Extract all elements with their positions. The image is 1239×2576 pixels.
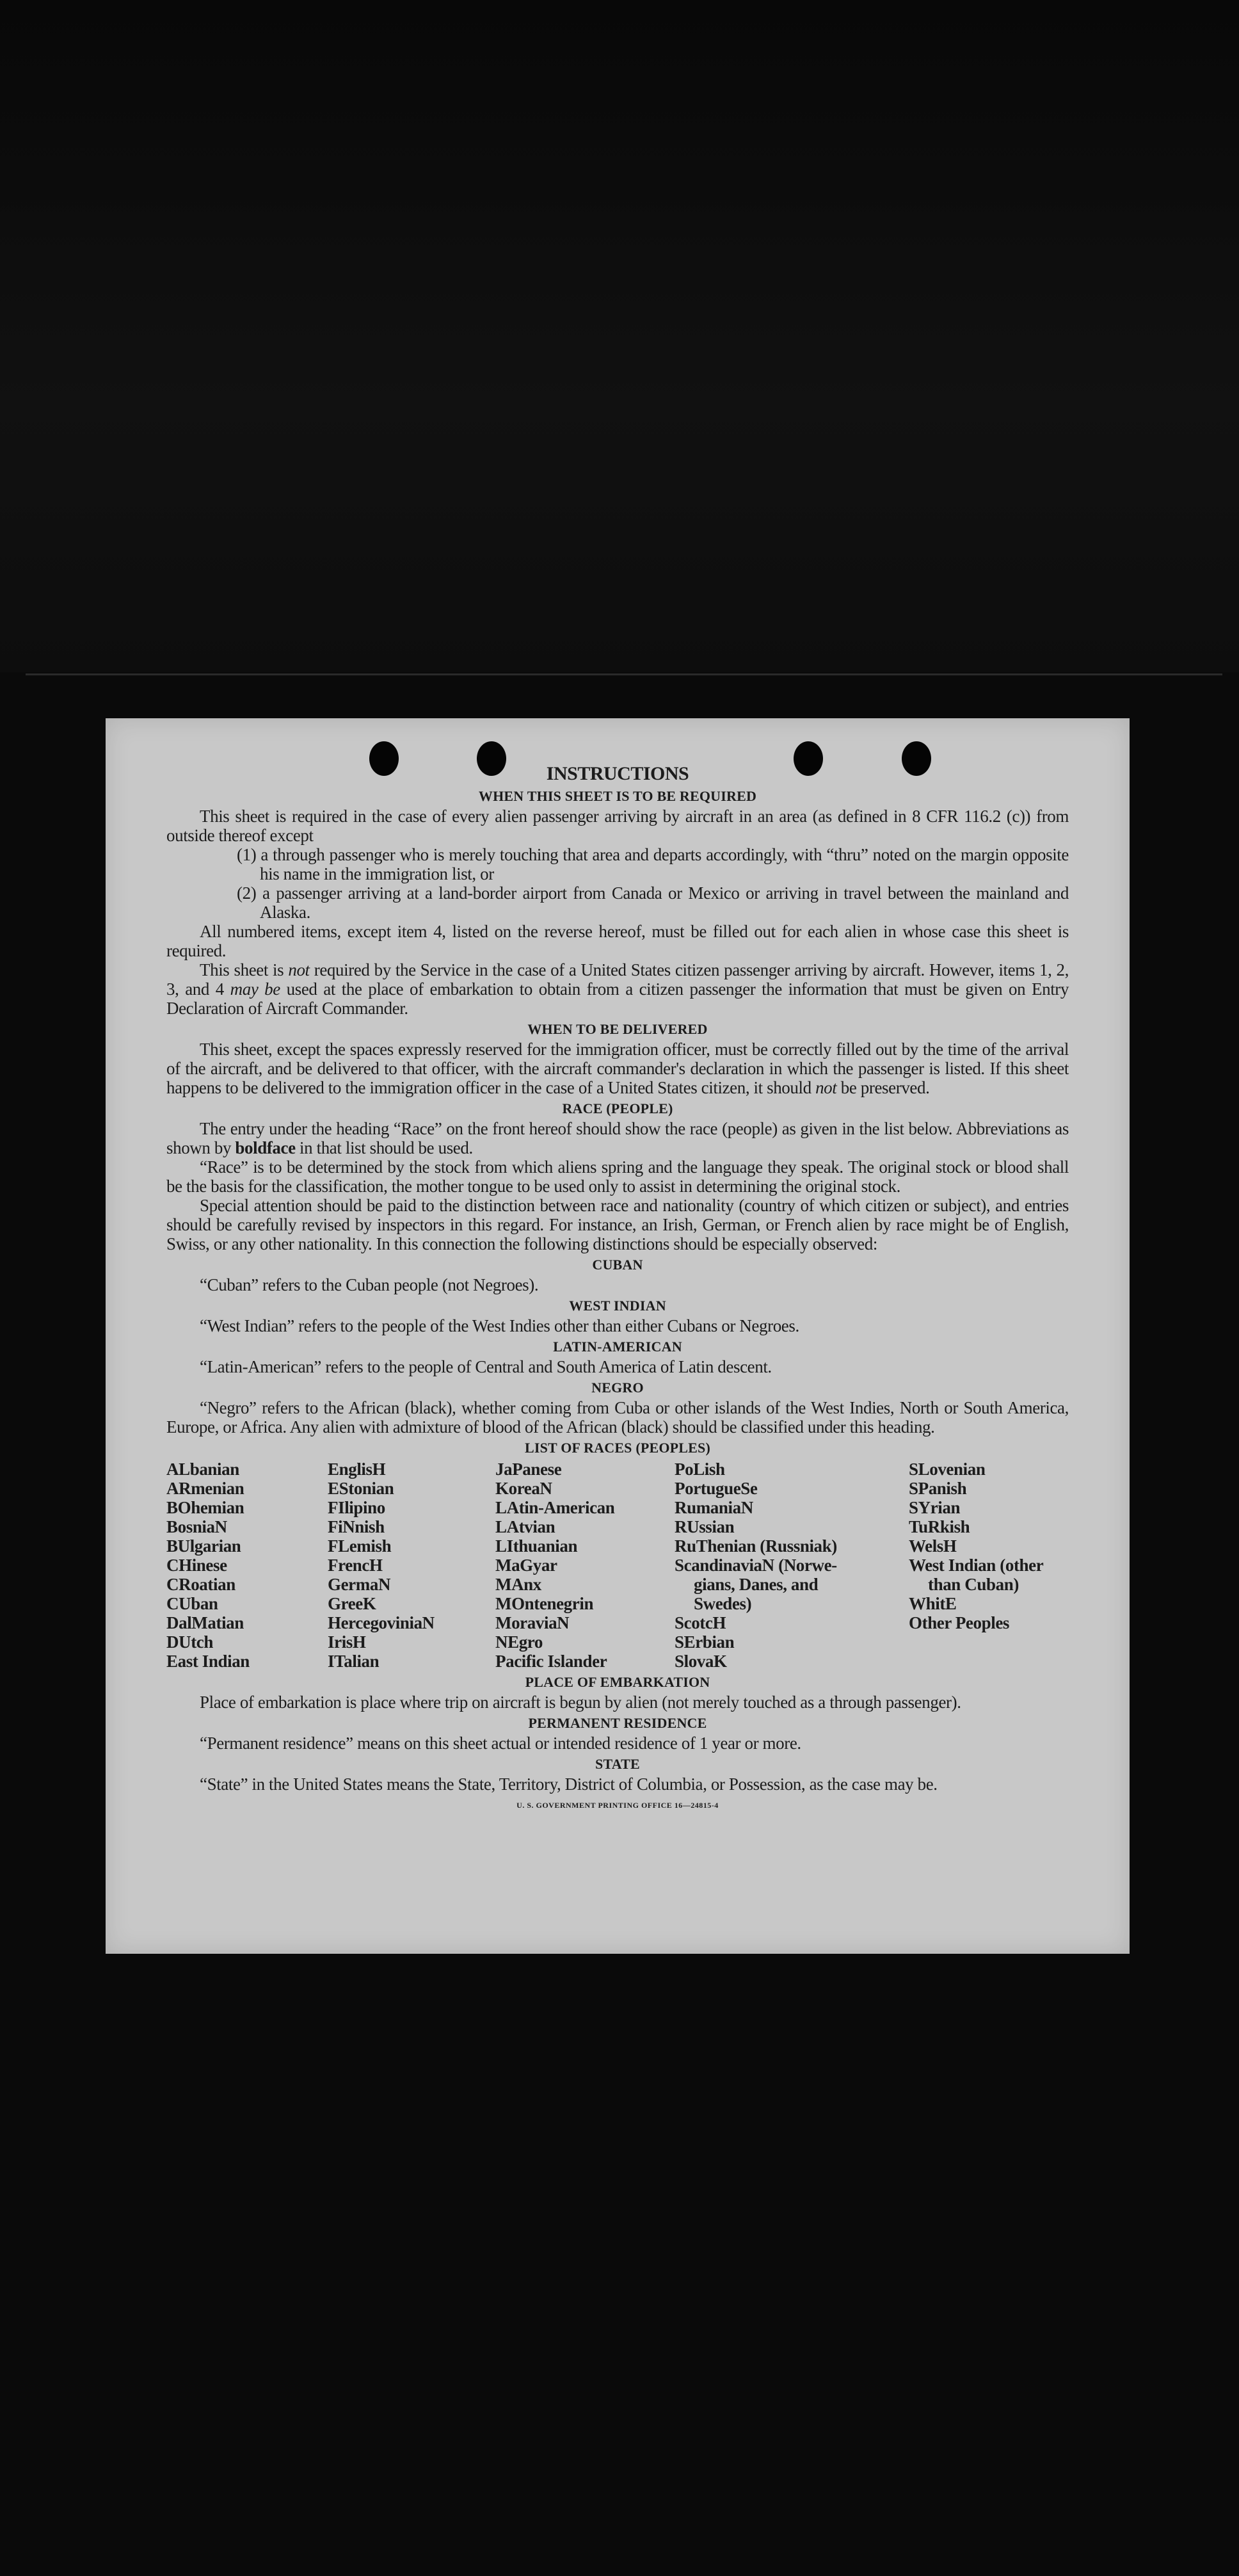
race-entry: GreeK [328,1594,376,1613]
emphasis: not [288,960,310,979]
heading-list-of-races: LIST OF RACES (PEOPLES) [524,1440,711,1456]
text: The entry under the heading “Race” on the front hereof should show the race (people) as given in the list below. Abbreviations as shown by [166,1119,1069,1157]
race-entry: GermaN [328,1575,391,1594]
heading-negro: NEGRO [591,1380,644,1396]
paragraph: “Permanent residence” means on this sheet actual or intended residence of 1 year or more. [200,1734,801,1753]
heading-delivered: WHEN TO BE DELIVERED [527,1021,708,1037]
race-entry: gians, Danes, and [694,1575,819,1594]
paragraph: “Negro” refers to the African (black), whether coming from Cuba or other islands of the West Indies, North or South America, Europe, or Africa. Any alien with admixture of blood of the African (black) should be classified under this heading. [166,1398,1069,1437]
race-entry: RUssian [675,1517,735,1536]
races-list [166,1460,1069,1671]
page-title: INSTRUCTIONS [546,763,689,784]
race-entry: CUban [166,1594,218,1613]
races-column [495,1460,614,1671]
race-entry: WelsH [909,1536,957,1556]
paragraph [166,1040,1069,1097]
race-entry: WhitE [909,1594,957,1613]
paragraph: “Cuban” refers to the Cuban people (not Negroes). [200,1275,539,1294]
race-entry: MaGyar [495,1556,557,1575]
paragraph [166,1119,1069,1157]
race-entry: EStonian [328,1479,394,1498]
emphasis: may be [230,979,280,999]
race-entry: LIthuanian [495,1536,578,1556]
race-entry: ITalian [328,1652,380,1671]
race-entry: SLovenian [909,1460,986,1479]
race-entry: EnglisH [328,1460,386,1479]
race-entry: HercegoviniaN [328,1613,435,1632]
paragraph: All numbered items, except item 4, listed on the reverse hereof, must be filled out for each alien in whose case this sheet is required. [166,922,1069,960]
paragraph: “State” in the United States means the State, Territory, District of Columbia, or Possession, as the case may be. [200,1775,938,1794]
race-entry: ARmenian [166,1479,244,1498]
race-entry: than Cuban) [928,1575,1019,1594]
heading-race: RACE (PEOPLE) [562,1100,673,1116]
race-entry: FrencH [328,1556,383,1575]
race-entry: West Indian (other [909,1556,1044,1575]
paragraph: This sheet is required in the case of every alien passenger arriving by aircraft in an area (as defined in 8 CFR 116.2 (c)) from outside thereof except [166,807,1069,845]
races-column [675,1460,837,1671]
race-entry: DalMatian [166,1613,244,1632]
race-entry: RuThenian (Russniak) [675,1536,837,1556]
paragraph [166,960,1069,1018]
paragraph: Place of embarkation is place where trip on aircraft is begun by alien (not merely touched as a through passenger). [200,1693,961,1712]
paragraph: Special attention should be paid to the distinction between race and nationality (country of which citizen or subject), and entries should be carefully revised by inspectors in this regard. For instance, an Irish, German, or French alien by race might be of English, Swiss, or any other nationality. In this connection the following distinctions should be especially observed: [166,1196,1069,1253]
text: This sheet is [200,960,289,979]
heading-residence: PERMANENT RESIDENCE [528,1715,707,1731]
race-entry: IrisH [328,1632,366,1652]
race-entry: PoLish [675,1460,725,1479]
text: be preserved. [836,1078,930,1097]
races-column [909,1460,1043,1632]
heading-west-indian: WEST INDIAN [569,1298,666,1314]
race-entry: KoreaN [495,1479,552,1498]
paragraph: “Latin-American” refers to the people of Central and South America of Latin descent. [200,1357,772,1376]
race-entry: ScandinaviaN (Norwe- [675,1556,837,1575]
race-entry: SlovaK [675,1652,727,1671]
race-entry: SYrian [909,1498,961,1517]
race-entry: FIlipino [328,1498,385,1517]
paragraph: “West Indian” refers to the people of the West Indies other than either Cubans or Negroes. [200,1316,799,1335]
sheet-content [166,763,1069,1810]
race-entry: SErbian [675,1632,735,1652]
race-entry: LAtvian [495,1517,556,1536]
list-item: (2) a passenger arriving at a land-border airport from Canada or Mexico or arriving in travel between the mainland and Alaska. [237,883,1069,922]
race-entry: Other Peoples [909,1613,1010,1632]
race-entry: BOhemian [166,1498,244,1517]
emphasis: boldface [235,1138,296,1157]
heading-cuban: CUBAN [592,1257,643,1273]
text: used at the place of embarkation to obtain from a citizen passenger the information that must be given on Entry Declaration of Aircraft Commander. [166,979,1069,1018]
race-entry: MoraviaN [495,1613,570,1632]
emphasis: not [815,1078,837,1097]
race-entry: CRoatian [166,1575,236,1594]
race-entry: RumaniaN [675,1498,753,1517]
heading-latin-american: LATIN-AMERICAN [553,1339,682,1355]
text: This sheet, except the spaces expressly reserved for the immigration officer, must be correctly filled out by the time of the arrival of the aircraft, and be delivered to that officer, with the aircraft commander's declaration in which the passenger is listed. If this sheet happens to be delivered to the immigration officer in the case of a United States citizen, it should [166,1040,1069,1097]
paragraph: “Race” is to be determined by the stock from which aliens spring and the language they speak. The original stock or blood shall be the basis for the classification, the mother tongue to be used only to assist in determining the original stock. [166,1157,1069,1196]
heading-state: STATE [595,1756,640,1772]
race-entry: NEgro [495,1632,543,1652]
race-entry: PortugueSe [675,1479,758,1498]
heading-embarkation: PLACE OF EMBARKATION [525,1674,710,1690]
race-entry: JaPanese [495,1460,562,1479]
scan-background [0,0,1239,672]
race-entry: Swedes) [694,1594,752,1613]
race-entry: East Indian [166,1652,250,1671]
race-entry: ALbanian [166,1460,239,1479]
races-column [166,1460,250,1671]
text: required by the Service in the case of a United States citizen passenger arriving by aircraft. However, items 1, 2, 3, and 4 [166,960,1069,999]
race-entry: CHinese [166,1556,227,1575]
races-column [328,1460,435,1671]
race-entry: DUtch [166,1632,213,1652]
race-entry: FiNnish [328,1517,385,1536]
text: in that list should be used. [295,1138,473,1157]
race-entry: Pacific Islander [495,1652,607,1671]
race-entry: BosniaN [166,1517,227,1536]
printer-imprint: U. S. GOVERNMENT PRINTING OFFICE 16—24815-4 [516,1801,719,1810]
race-entry: MOntenegrin [495,1594,594,1613]
list-item: (1) a through passenger who is merely touching that area and departs accordingly, with “thru” noted on the margin opposite his name in the immigration list, or [237,845,1069,883]
race-entry: LAtin-American [495,1498,615,1517]
race-entry: ScotcH [675,1613,726,1632]
heading-required: WHEN THIS SHEET IS TO BE REQUIRED [478,788,757,804]
race-entry: TuRkish [909,1517,970,1536]
race-entry: SPanish [909,1479,967,1498]
instruction-sheet [106,718,1130,1954]
race-entry: BUlgarian [166,1536,241,1556]
race-entry: MAnx [495,1575,541,1594]
race-entry: FLemish [328,1536,392,1556]
scan-edge-line [26,673,1222,675]
